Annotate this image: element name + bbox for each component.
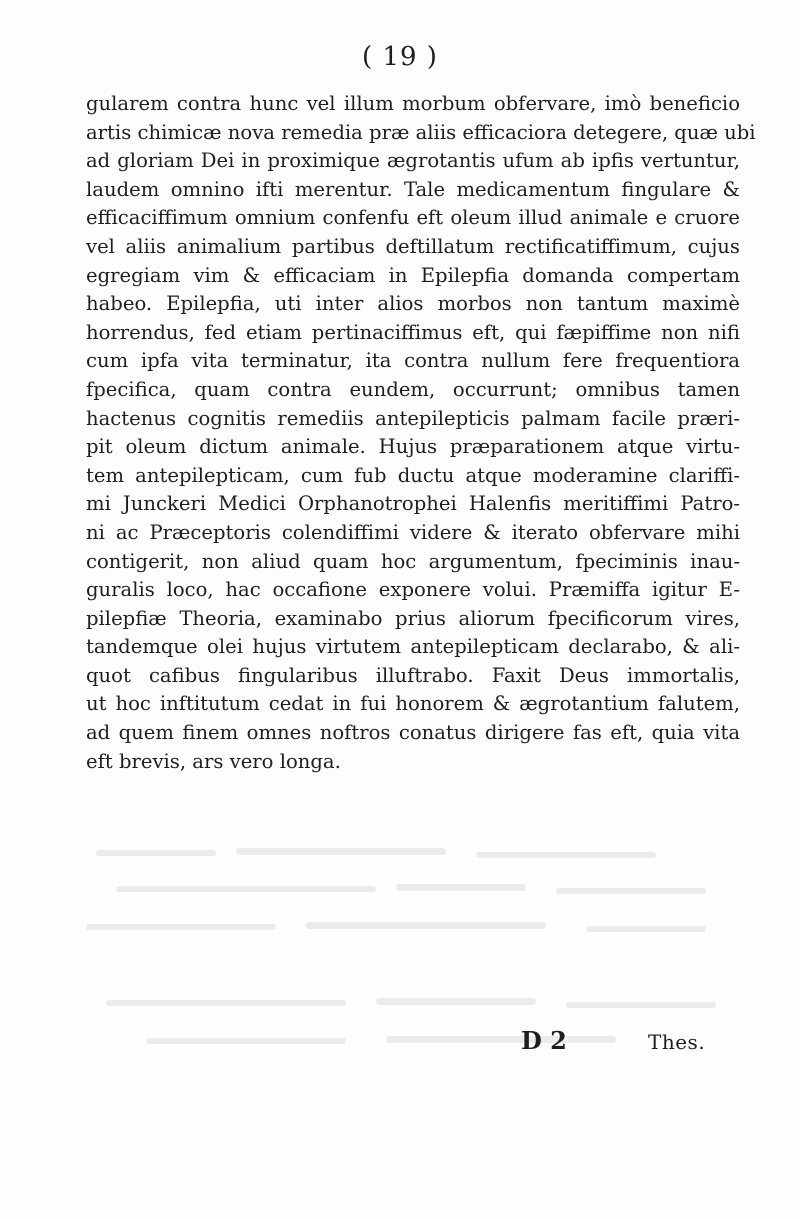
body-text <box>86 90 756 776</box>
text-line: ut hoc inftitutum cedat in fui honorem & ægrotantium falutem, <box>86 692 740 716</box>
text-line: habeo. Epilepfia, uti inter alios morbos non tantum maximè <box>86 292 740 316</box>
text-line: tandemque olei hujus virtutem antepilepticam declarabo, & ali- <box>86 635 740 659</box>
text-line: ad quem finem omnes noftros conatus dirigere fas eft, quia vita <box>86 721 740 745</box>
text-line: mi Junckeri Medici Orphanotrophei Halenfis meritiffimi Patro- <box>86 492 740 516</box>
text-line: laudem omnino ifti merentur. Tale medicamentum fingulare & <box>86 177 740 201</box>
text-line: fpecifica, quam contra eundem, occurrunt; omnibus tamen <box>86 377 740 401</box>
text-line: quot cafibus fingularibus illuftrabo. Faxit Deus immortalis, <box>86 663 740 687</box>
text-line: artis chimicæ nova remedia præ aliis efficaciora detegere, quæ ubi <box>86 120 756 144</box>
text-line: guralis loco, hac occafione exponere volui. Præmiffa igitur E- <box>86 578 740 602</box>
text-line: pilepfiæ Theoria, examinabo prius aliorum fpecificorum vires, <box>86 606 740 630</box>
signature-mark: D 2 <box>521 1026 567 1055</box>
text-line: pit oleum dictum animale. Hujus præparationem atque virtu- <box>86 435 740 459</box>
text-line: horrendus, fed etiam pertinaciffimus eft, qui fæpiffime non nifi <box>86 320 740 344</box>
text-line: eft brevis, ars vero longa. <box>86 749 341 773</box>
text-line: hactenus cognitis remediis antepilepticis palmam facile præri- <box>86 406 740 430</box>
text-line: egregiam vim & efficaciam in Epilepfia domanda compertam <box>86 263 740 287</box>
text-line: ad gloriam Dei in proximique ægrotantis ufum ab ipfis vertuntur, <box>86 149 740 173</box>
text-line: contigerit, non aliud quam hoc argumentum, fpeciminis inau- <box>86 549 740 573</box>
text-line: cum ipfa vita terminatur, ita contra nullum fere frequentiora <box>86 349 740 373</box>
bleed-through-texture <box>86 830 740 1090</box>
text-line: tem antepilepticam, cum fub ductu atque moderamine clariffi- <box>86 463 740 487</box>
text-line: efficaciffimum omnium confenfu eft oleum illud animale e cruore <box>86 206 740 230</box>
text-line: vel aliis animalium partibus deftillatum rectificatiffimum, cujus <box>86 234 740 258</box>
page-number: ( 19 ) <box>362 42 438 72</box>
text-line: gularem contra hunc vel illum morbum obfervare, imò beneficio <box>86 92 740 115</box>
catchword: Thes. <box>648 1030 706 1054</box>
text-line: ni ac Præceptoris colendiffimi videre & iterato obfervare mihi <box>86 520 740 544</box>
